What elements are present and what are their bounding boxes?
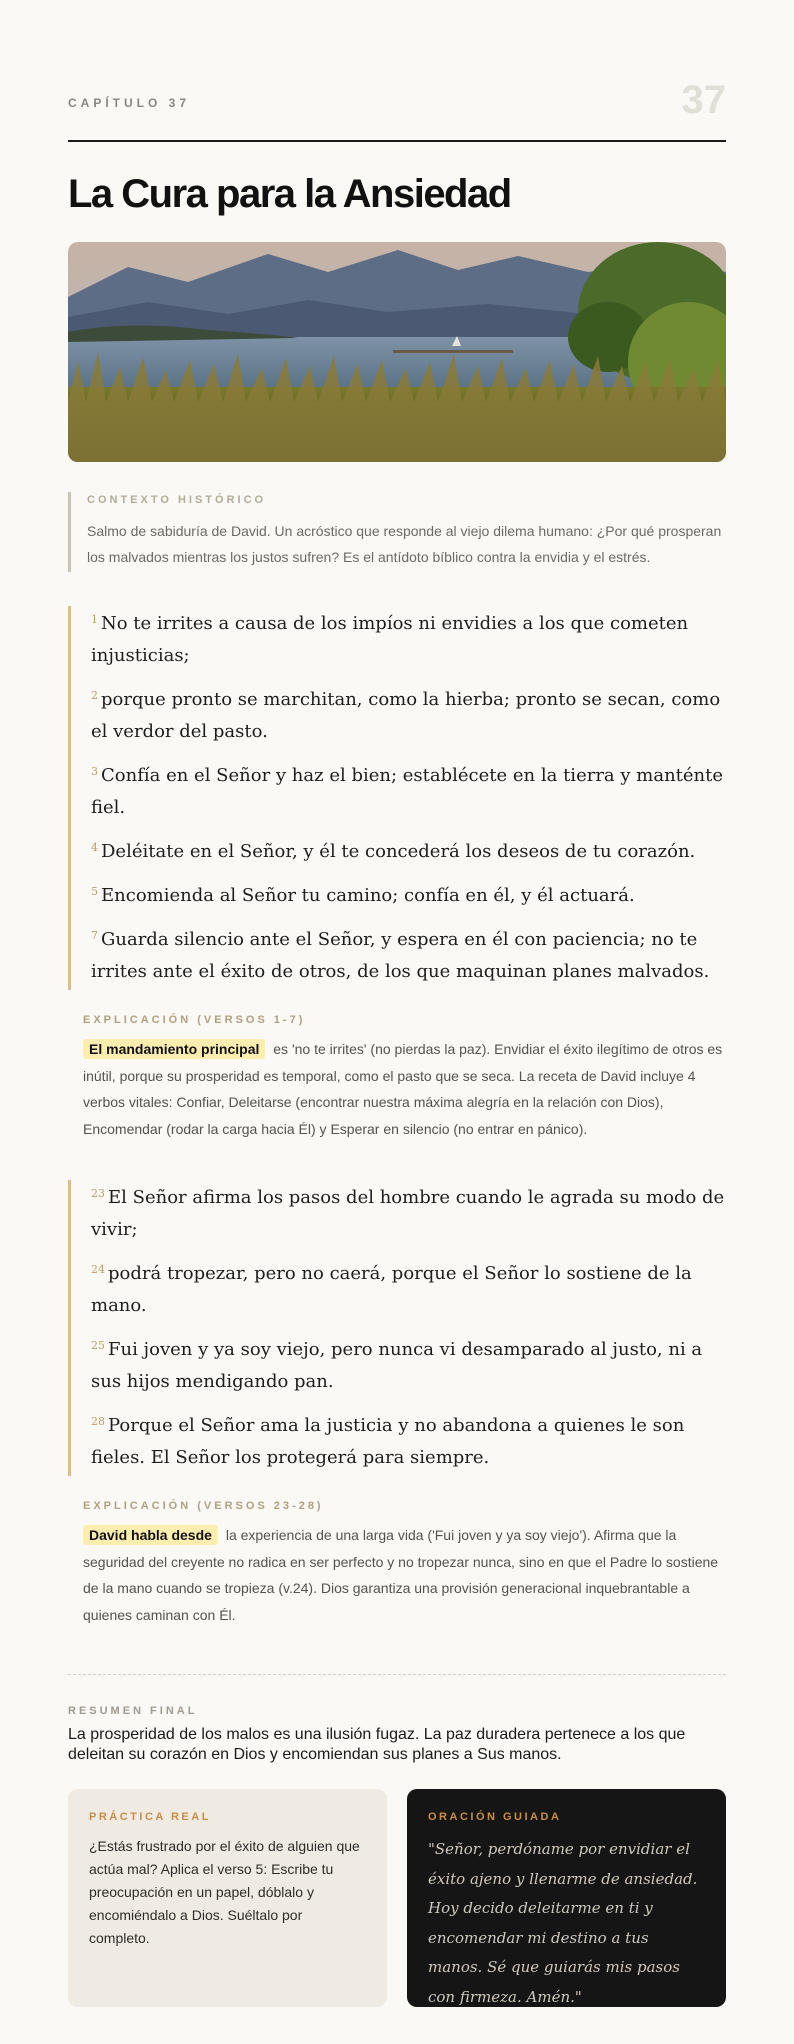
lake-landscape-image bbox=[68, 242, 726, 462]
prayer-text: "Señor, perdóname por envidiar el éxito ajeno y llenarme de ansiedad. Hoy decido deleitarme en ti y encomendar mi destino a tus manos. Sé que guiarás mis pasos con firmeza. Amén." bbox=[428, 1840, 698, 2006]
verse-block-2 bbox=[68, 1180, 726, 1476]
explanation-text bbox=[83, 1522, 726, 1628]
verse bbox=[91, 1182, 726, 1246]
section-divider bbox=[68, 1674, 726, 1675]
verse-number: 3 bbox=[91, 765, 98, 778]
explanation-2 bbox=[68, 1500, 726, 1628]
verse-number: 24 bbox=[91, 1263, 105, 1276]
verse-number: 25 bbox=[91, 1339, 105, 1352]
verse-number: 28 bbox=[91, 1415, 105, 1428]
highlight-phrase: El mandamiento principal bbox=[83, 1039, 265, 1059]
verse-text: Porque el Señor ama la justicia y no abandona a quienes le son fieles. El Señor los protegerá para siempre. bbox=[91, 1415, 685, 1468]
prayer-card bbox=[407, 1789, 726, 2007]
verse bbox=[91, 836, 726, 868]
verse-number: 23 bbox=[91, 1187, 105, 1200]
context-label: CONTEXTO HISTÓRICO bbox=[87, 494, 267, 506]
verse-number: 2 bbox=[91, 689, 98, 702]
verse-text: Deléitate en el Señor, y él te concederá los deseos de tu corazón. bbox=[101, 841, 696, 862]
practice-card bbox=[68, 1789, 387, 2007]
verse-text: Encomienda al Señor tu camino; confía en él, y él actuará. bbox=[101, 885, 635, 906]
action-cards bbox=[68, 1789, 726, 2007]
context-text: Salmo de sabiduría de David. Un acróstico que responde al viejo dilema humano: ¿Por qué prosperan los malvados mientras los justos sufren? Es el antídoto bíblico contra la envidia y el estrés. bbox=[87, 523, 722, 565]
verse bbox=[91, 684, 726, 748]
explanation-body: la experiencia de una larga vida ('Fui joven y ya soy viejo'). Afirma que la seguridad del creyente no radica en ser perfecto y no tropezar nunca, sino en que el Padre lo sostiene de la mano cuando se tropieza (v.24). Dios garantiza una provisión generacional inquebrantable a quienes caminan con Él. bbox=[83, 1527, 719, 1623]
final-summary bbox=[68, 1705, 726, 1765]
historical-context bbox=[68, 492, 726, 572]
verse-block-1 bbox=[68, 606, 726, 990]
explanation-label: EXPLICACIÓN (VERSOS 23-28) bbox=[83, 1500, 324, 1512]
verse-number: 1 bbox=[91, 613, 98, 626]
verse-number: 5 bbox=[91, 885, 98, 898]
explanation-label: EXPLICACIÓN (VERSOS 1-7) bbox=[83, 1014, 306, 1026]
chapter-label: CAPÍTULO 37 bbox=[68, 96, 191, 110]
verse-number: 7 bbox=[91, 929, 98, 942]
highlight-phrase: David habla desde bbox=[83, 1525, 218, 1545]
verse bbox=[91, 1334, 726, 1398]
summary-label: RESUMEN FINAL bbox=[68, 1705, 198, 1717]
summary-text: La prosperidad de los malos es una ilusión fugaz. La paz duradera pertenece a los que deleitan su corazón en Dios y encomiendan sus planes a Sus manos. bbox=[68, 1726, 686, 1763]
verse-number: 4 bbox=[91, 841, 98, 854]
verse-text: Guarda silencio ante el Señor, y espera en él con paciencia; no te irrites ante el éxito de otros, de los que maquinan planes malvados. bbox=[91, 929, 710, 982]
verse-text: No te irrites a causa de los impíos ni envidies a los que cometen injusticias; bbox=[91, 613, 689, 666]
verse-text: El Señor afirma los pasos del hombre cuando le agrada su modo de vivir; bbox=[91, 1187, 725, 1240]
explanation-text bbox=[83, 1036, 726, 1142]
verse bbox=[91, 924, 726, 988]
practice-text: ¿Estás frustrado por el éxito de alguien que actúa mal? Aplica el verso 5: Escribe tu preocupación en un papel, dóblalo y encomiéndalo a Dios. Suéltalo por completo. bbox=[89, 1838, 360, 1946]
chapter-number: 37 bbox=[681, 78, 726, 122]
prayer-label: ORACIÓN GUIADA bbox=[428, 1811, 562, 1823]
verse bbox=[91, 880, 726, 912]
verse bbox=[91, 1258, 726, 1322]
verse-text: podrá tropezar, pero no caerá, porque el Señor lo sostiene de la mano. bbox=[91, 1263, 692, 1316]
verse bbox=[91, 1410, 726, 1474]
explanation-body: es 'no te irrites' (no pierdas la paz). Envidiar el éxito ilegítimo de otros es inútil, porque su prosperidad es temporal, como el pasto que se seca. La receta de David incluye 4 verbos vitales: Confiar, Deleitarse (encontrar nuestra máxima alegría en la relación con Dios), Encomendar (rodar la carga hacia Él) y Esperar en silencio (no entrar en pánico). bbox=[83, 1041, 723, 1137]
verse-text: Confía en el Señor y haz el bien; establécete en la tierra y manténte fiel. bbox=[91, 765, 724, 818]
explanation-1 bbox=[68, 1014, 726, 1142]
verse bbox=[91, 760, 726, 824]
verse-text: Fui joven y ya soy viejo, pero nunca vi desamparado al justo, ni a sus hijos mendigando pan. bbox=[91, 1339, 703, 1392]
verse bbox=[91, 608, 726, 672]
page-title: La Cura para la Ansiedad bbox=[68, 172, 511, 216]
chapter-header bbox=[68, 0, 726, 142]
practice-label: PRÁCTICA REAL bbox=[89, 1811, 211, 1823]
verse-text: porque pronto se marchitan, como la hierba; pronto se secan, como el verdor del pasto. bbox=[91, 689, 721, 742]
